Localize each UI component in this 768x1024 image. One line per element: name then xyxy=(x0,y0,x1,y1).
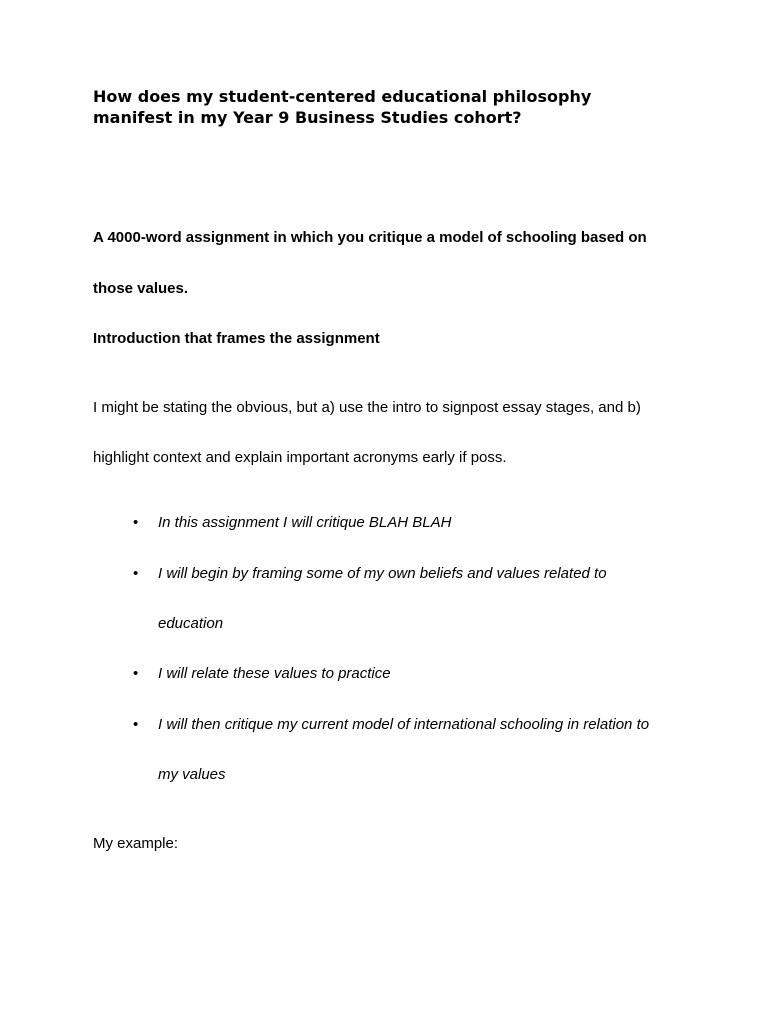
body-paragraph-line-1: I might be stating the obvious, but a) use the intro to signpost essay stages, and b) xyxy=(93,399,641,416)
example-label: My example: xyxy=(93,835,179,852)
document-title-line-2: manifest in my Year 9 Business Studies cohort? xyxy=(93,108,522,127)
assignment-description-line-2: those values. xyxy=(93,280,189,297)
list-item-text-continued: education xyxy=(158,615,224,632)
list-item-text: In this assignment I will critique BLAH BLAH xyxy=(158,514,452,531)
bullet-icon: • xyxy=(133,565,139,582)
body-paragraph-line-2: highlight context and explain important acronyms early if poss. xyxy=(93,449,507,466)
bullet-icon: • xyxy=(133,514,139,531)
document-title-line-1: How does my student-centered educational philosophy xyxy=(93,87,592,106)
bullet-icon: • xyxy=(133,716,139,733)
list-item-text: I will begin by framing some of my own beliefs and values related to xyxy=(158,565,607,582)
section-heading: Introduction that frames the assignment xyxy=(93,330,380,347)
document-title xyxy=(93,86,693,128)
list-item-text-continued: my values xyxy=(158,766,226,783)
bullet-icon: • xyxy=(133,665,139,682)
list-item-text: I will relate these values to practice xyxy=(158,665,391,682)
assignment-description-line-1: A 4000-word assignment in which you critique a model of schooling based on xyxy=(93,229,647,246)
list-item-text: I will then critique my current model of international schooling in relation to xyxy=(158,716,650,733)
